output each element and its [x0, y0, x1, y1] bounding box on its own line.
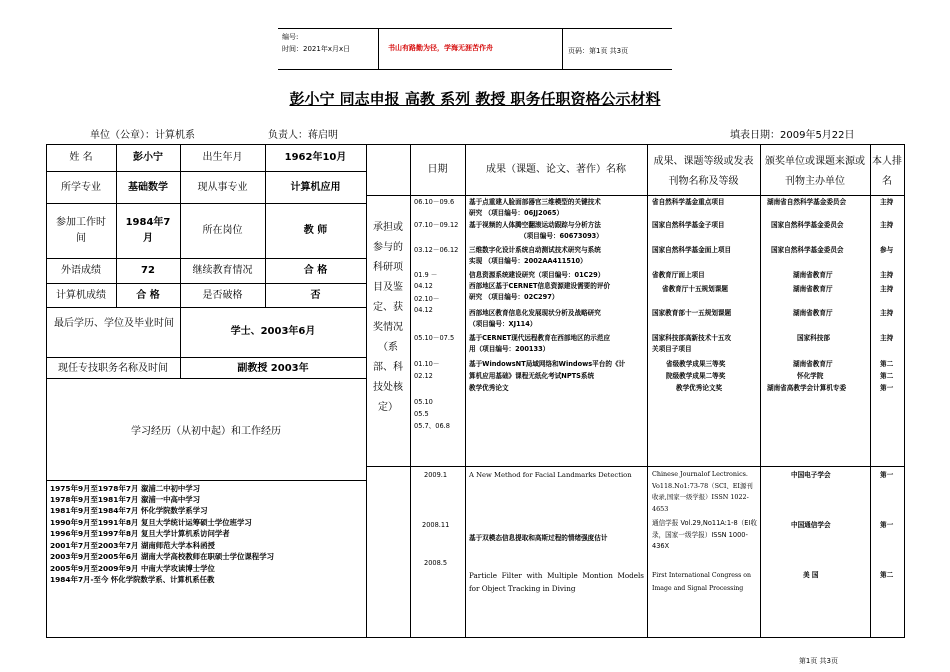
project-result: 基于WindowsNT局域网络和Windows平台的《计	[469, 360, 626, 368]
field-value: 计算机应用	[290, 182, 341, 193]
project-date: 01.9 －	[414, 271, 438, 279]
history-item: 1996年9月至1997年8月 复旦大学计算机系访问学者	[50, 529, 230, 538]
project-level: 教学优秀论文奖	[676, 384, 723, 392]
project-date: 04.12	[414, 306, 433, 314]
project-result: 基于视频的人体腾空翻滚运动跟踪与分析方法	[469, 221, 601, 229]
project-rank: 主持	[880, 221, 894, 229]
project-org: 湖南省自然科学基金委员会	[767, 198, 847, 206]
project-org: 湖南省教育厅	[793, 285, 833, 293]
paper-rank: 第一	[880, 521, 894, 529]
name-value: 彭小宁	[133, 152, 163, 163]
project-rank: 主持	[880, 285, 894, 293]
project-org: 湖南省高教学会计算机专委	[767, 384, 847, 392]
name-label: 姓 名	[69, 152, 93, 163]
project-result: 基于点重建人脸面部器官三维模型的关键技术	[469, 198, 601, 206]
project-rank: 主持	[880, 334, 894, 342]
work-start-value: 1984年7月	[125, 217, 171, 244]
page-footer: 第1页 共3页	[798, 657, 838, 665]
paper-rank: 第一	[880, 471, 894, 479]
project-date: 05.10	[414, 398, 433, 406]
project-result: 信息资源系统建设研究（项目编号：01C29）	[469, 271, 605, 279]
project-date: 02.10－	[414, 295, 440, 303]
cont-edu-label: 继续教育情况	[192, 265, 253, 276]
major-value: 基础数学	[128, 182, 168, 193]
current-title-label: 现任专技职务名称及时间	[58, 363, 168, 374]
header-rank: 本人排名	[872, 156, 902, 187]
history-label: 学习经历（从初中起）和工作经历	[131, 426, 281, 437]
project-result: （项目编号：60673093）	[520, 232, 603, 240]
header-date: 日期	[427, 164, 448, 175]
field-label: 现从事专业	[197, 182, 248, 193]
cont-edu-value: 合 格	[303, 265, 328, 276]
project-level: 院级教学成果二等奖	[666, 372, 726, 380]
paper-rank: 第二	[880, 571, 894, 579]
project-rank: 主持	[880, 309, 894, 317]
project-org: 国家科技部	[797, 334, 830, 342]
project-level: 关项目子项目	[652, 345, 692, 353]
document-header	[278, 28, 672, 70]
header-result: 成果（课题、论文、著作）名称	[486, 164, 626, 175]
project-date: 02.12	[414, 372, 433, 380]
project-result: （项目编号：XJ114）	[469, 320, 537, 328]
project-result: 算机应用基础》课程无纸化考试NPTS系统	[469, 372, 595, 380]
post-value: 教 师	[303, 225, 328, 236]
computer-label: 计算机成绩	[56, 290, 106, 301]
header-motto: 书山有路勤为径，学海无涯苦作舟	[388, 44, 493, 52]
birth-value: 1962年10月	[284, 152, 347, 163]
project-rank: 主持	[880, 271, 894, 279]
paper-org: 中国电子学会	[791, 471, 831, 479]
project-level: 国家科技部高新技术十五攻	[652, 334, 732, 342]
degree-label: 最后学历、学位及毕业时间	[54, 318, 174, 329]
paper-journal: First International Congress on Image and Signal Processing	[652, 572, 751, 592]
history-item: 2005年9月至2009年9月 中南大学攻读博士学位	[50, 564, 215, 573]
research-side-label: 承担或参与的科研项目及鉴定、获奖情况（系部、科技处核定）	[373, 222, 403, 413]
project-date: 05.10－07.5	[414, 334, 455, 342]
project-level: 省级教学成果三等奖	[666, 360, 726, 368]
project-rank: 第一	[880, 384, 894, 392]
foreign-value: 72	[141, 265, 155, 276]
project-result: 基于CERNET现代远程教育在西部地区的示范应	[469, 334, 611, 342]
project-date: 05.7、06.8	[414, 422, 450, 430]
birth-label: 出生年月	[202, 152, 243, 163]
paper-title: A New Method for Facial Landmarks Detection	[469, 471, 632, 479]
project-date: 07.10－09.12	[414, 221, 459, 229]
project-level: 省教育厅面上项目	[652, 271, 705, 279]
project-result: 研究 （项目编号：06JJ2065）	[469, 209, 564, 217]
project-level: 国家教育部十一五规划课题	[652, 309, 732, 317]
post-label: 所在岗位	[202, 225, 243, 236]
project-rank: 主持	[880, 198, 894, 206]
paper-date: 2008.11	[422, 521, 450, 529]
current-title-value: 副教授 2003年	[237, 363, 309, 374]
computer-value: 合 格	[136, 290, 160, 301]
header-level: 成果、课题等级或发表刊物名称及等级	[653, 156, 754, 187]
project-date: 04.12	[414, 282, 433, 290]
doc-number-label: 编号:	[282, 33, 299, 41]
degree-value: 学士、2003年6月	[230, 326, 316, 337]
history-item: 1990年9月至1991年8月 复旦大学统计运筹硕士学位班学习	[50, 518, 252, 527]
project-date: 03.12－06.12	[414, 246, 459, 254]
project-rank: 第二	[880, 360, 894, 368]
project-result: 用（项目编号：200133）	[469, 345, 550, 353]
exempt-label: 是否破格	[202, 290, 243, 301]
history-item: 1978年9月至1981年7月 溆浦一中高中学习	[50, 495, 201, 504]
project-rank: 参与	[880, 246, 894, 254]
header-org: 颁奖单位或课题来源或刊物主办单位	[765, 156, 865, 187]
project-level: 国家自然科学基金面上项目	[652, 246, 732, 254]
paper-title: 基于双模态信息提取和高斯过程的情绪强度估计	[469, 534, 608, 542]
project-org: 湖南省教育厅	[793, 360, 833, 368]
history-item: 1984年7月-至今 怀化学院数学系、计算机系任教	[50, 575, 215, 584]
leader-label: 负责人：蒋启明	[268, 130, 338, 141]
project-result: 实现 （项目编号：2002AA411510）	[469, 257, 587, 265]
project-result: 西部地区基于CERNET信息资源建设需要的评价	[469, 282, 611, 290]
page-title: 彭小宁 同志申报 高教 系列 教授 职务任职资格公示材料	[289, 90, 661, 108]
project-date: 05.5	[414, 410, 429, 418]
paper-date: 2009.1	[424, 471, 448, 479]
project-result: 教学优秀论文	[469, 384, 509, 392]
paper-journal: Chinese Journalof Lectronics. Vo118.No1:73-78（SCI、EI源刊收录,国家一级学报）ISSN 1022-4653	[652, 470, 753, 513]
paper-org: 中国通信学会	[791, 521, 831, 529]
paper-title: Particle Filter with Multiple Montion Models for Object Tracking in Diving	[469, 571, 644, 593]
project-level: 省自然科学基金重点项目	[652, 198, 725, 206]
work-start-label: 参加工作时间	[56, 217, 106, 244]
history-item: 1981年9月至1984年7月 怀化学院数学系学习	[50, 506, 208, 515]
project-rank: 第二	[880, 372, 894, 380]
project-result: 研究 （项目编号：02C297）	[469, 293, 559, 301]
project-org: 湖南省教育厅	[793, 271, 833, 279]
page-number-label: 页码：第1页 共3页	[568, 47, 629, 55]
project-level: 国家自然科学基金子项目	[652, 221, 725, 229]
project-level: 省教育厅十五规划课题	[662, 285, 728, 293]
project-result: 西部地区教育信息化发展现状分析及战略研究	[469, 309, 601, 317]
project-org: 国家自然科学基金委员会	[771, 246, 844, 254]
fill-date-label: 填表日期：2009年5月22日	[730, 130, 855, 141]
history-item: 1975年9月至1978年7月 溆浦二中初中学习	[50, 484, 201, 493]
doc-time-label: 时间：2021年x月x日	[282, 45, 351, 53]
paper-journal: 通信学报 Vol.29,No11A:1-8（EI收录，国家一级学报）ISSN 1000-436X	[652, 519, 757, 550]
history-item: 2003年9月至2005年6月 湖南大学高校教师在职硕士学位课程学习	[50, 552, 274, 561]
project-org: 怀化学院	[797, 372, 824, 380]
exempt-value: 否	[310, 290, 321, 301]
unit-label: 单位（公章）：计算机系	[90, 130, 195, 141]
project-date: 01.10－	[414, 360, 440, 368]
paper-org: 美 国	[803, 571, 819, 579]
foreign-label: 外语成绩	[61, 265, 101, 276]
major-label: 所学专业	[61, 182, 101, 193]
project-org: 湖南省教育厅	[793, 309, 833, 317]
project-result: 三维数字化设计系统自动测试技术研究与系统	[469, 246, 601, 254]
project-org: 国家自然科学基金委员会	[771, 221, 844, 229]
history-item: 2001年7月至2003年7月 湖南师范大学本科函授	[50, 541, 215, 550]
paper-date: 2008.5	[424, 559, 448, 567]
project-date: 06.10－09.6	[414, 198, 455, 206]
